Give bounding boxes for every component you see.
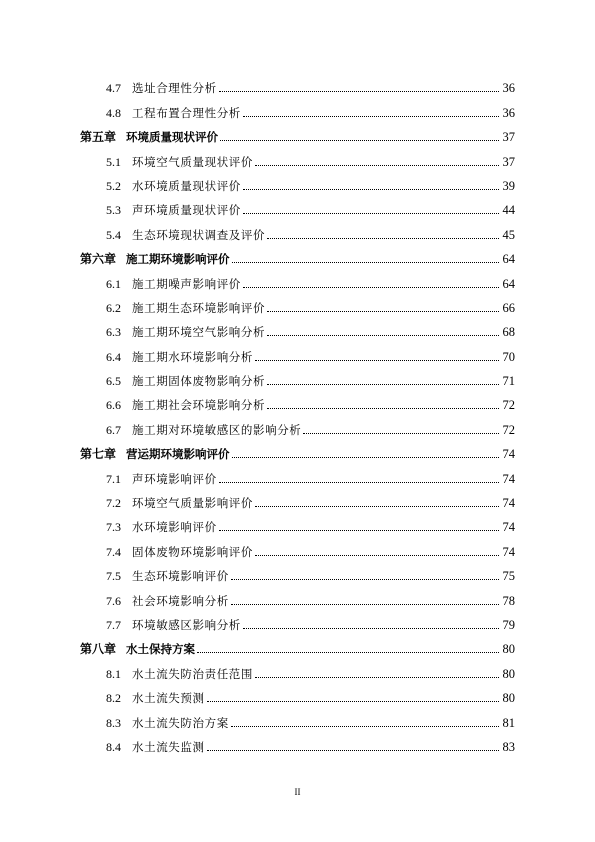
toc-section-entry[interactable] <box>106 340 515 364</box>
toc-section-entry[interactable] <box>106 706 515 730</box>
dot-leader <box>207 750 499 751</box>
toc-entry-title: 社会环境影响分析 <box>132 593 229 608</box>
toc-entry-title: 固体废物环境影响评价 <box>132 544 253 559</box>
toc-entry-number: 4.7 <box>106 81 121 96</box>
toc-entry-title: 水土流失预测 <box>132 691 205 706</box>
toc-section-entry[interactable] <box>106 657 515 681</box>
toc-entry-number: 8.1 <box>106 666 121 681</box>
toc-entry-page: 75 <box>502 569 515 584</box>
toc-section-entry[interactable] <box>106 731 515 755</box>
toc-entry-number: 第七章 <box>80 447 117 462</box>
toc-entry-title: 声环境影响评价 <box>132 471 217 486</box>
toc-entry-page: 66 <box>502 300 515 315</box>
toc-entry-page: 36 <box>502 81 515 96</box>
toc-section-entry[interactable] <box>106 560 515 584</box>
toc-entry-number: 7.1 <box>106 471 121 486</box>
toc-entry-number: 第八章 <box>80 642 117 657</box>
toc-entry-page: 78 <box>502 593 515 608</box>
toc-section-entry[interactable] <box>106 584 515 608</box>
toc-chapter-entry[interactable] <box>80 243 515 267</box>
dot-leader <box>207 701 499 702</box>
toc-section-entry[interactable] <box>106 316 515 340</box>
toc-entry-number: 6.3 <box>106 325 121 340</box>
toc-section-entry[interactable] <box>106 413 515 437</box>
toc-section-entry[interactable] <box>106 511 515 535</box>
toc-entry-number: 6.1 <box>106 276 121 291</box>
toc-entry-title: 工程布置合理性分析 <box>132 105 241 120</box>
toc-entry-number: 第六章 <box>80 252 117 267</box>
dot-leader <box>197 652 499 653</box>
toc-entry-number: 6.6 <box>106 398 121 413</box>
toc-entry-title: 施工期固体废物影响分析 <box>132 374 266 389</box>
toc-entry-number: 4.8 <box>106 105 121 120</box>
toc-entry-page: 80 <box>502 666 515 681</box>
toc-entry-page: 79 <box>502 617 515 632</box>
toc-entry-title: 水环境影响评价 <box>132 520 217 535</box>
toc-entry-number: 第五章 <box>80 130 117 145</box>
toc-entry-number: 5.1 <box>106 154 121 169</box>
toc-entry-title: 水土流失防治责任范围 <box>132 666 253 681</box>
dot-leader <box>219 482 499 483</box>
toc-section-entry[interactable] <box>106 96 515 120</box>
toc-entry-title: 水土流失防治方案 <box>132 715 229 730</box>
toc-section-entry[interactable] <box>106 487 515 511</box>
toc-entry-page: 72 <box>502 398 515 413</box>
dot-leader <box>231 726 499 727</box>
toc-entry-number: 6.5 <box>106 374 121 389</box>
toc-chapter-entry[interactable] <box>80 121 515 145</box>
toc-entry-title: 生态环境现状调查及评价 <box>132 227 266 242</box>
toc-entry-number: 7.4 <box>106 544 121 559</box>
toc-section-entry[interactable] <box>106 72 515 96</box>
toc-entry-title: 环境空气质量现状评价 <box>132 154 253 169</box>
toc-entry-page: 74 <box>502 544 515 559</box>
toc-entry-page: 37 <box>502 154 515 169</box>
dot-leader <box>219 91 499 92</box>
toc-section-entry[interactable] <box>106 267 515 291</box>
dot-leader <box>232 457 499 458</box>
dot-leader <box>231 579 499 580</box>
dot-leader <box>243 116 499 117</box>
toc-section-entry[interactable] <box>106 145 515 169</box>
toc-entry-page: 39 <box>502 178 515 193</box>
toc-entry-title: 施工期环境空气影响分析 <box>132 325 266 340</box>
toc-entry-page: 80 <box>502 642 515 657</box>
toc-section-entry[interactable] <box>106 292 515 316</box>
toc-chapter-entry[interactable] <box>80 633 515 657</box>
toc-entry-number: 6.7 <box>106 422 121 437</box>
toc-entry-number: 5.4 <box>106 227 121 242</box>
toc-entry-title: 选址合理性分析 <box>132 81 217 96</box>
toc-entry-number: 5.2 <box>106 178 121 193</box>
dot-leader <box>232 262 499 263</box>
toc-entry-title: 施工期水环境影响分析 <box>132 349 253 364</box>
dot-leader <box>231 604 499 605</box>
toc-entry-title: 环境敏感区影响分析 <box>132 617 241 632</box>
toc-entry-page: 64 <box>502 276 515 291</box>
toc-entry-number: 7.2 <box>106 496 121 511</box>
dot-leader <box>303 433 499 434</box>
toc-entry-page: 81 <box>502 715 515 730</box>
dot-leader <box>255 677 499 678</box>
toc-entry-title: 水土保持方案 <box>126 642 196 657</box>
toc-section-entry[interactable] <box>106 389 515 413</box>
toc-entry-number: 7.7 <box>106 617 121 632</box>
dot-leader <box>267 408 499 409</box>
toc-entry-title: 施工期对环境敏感区的影响分析 <box>132 422 302 437</box>
toc-entry-title: 生态环境影响评价 <box>132 569 229 584</box>
toc-entry-page: 68 <box>502 325 515 340</box>
toc-entry-title: 环境空气质量影响评价 <box>132 496 253 511</box>
dot-leader <box>267 335 499 336</box>
toc-entry-number: 6.4 <box>106 349 121 364</box>
toc-entry-page: 74 <box>502 496 515 511</box>
toc-entry-page: 71 <box>502 374 515 389</box>
toc-entry-title: 施工期生态环境影响评价 <box>132 300 266 315</box>
dot-leader <box>243 213 499 214</box>
toc-entry-title: 施工期环境影响评价 <box>126 252 230 267</box>
dot-leader <box>243 628 499 629</box>
toc-entry-page: 83 <box>502 739 515 754</box>
toc-section-entry[interactable] <box>106 194 515 218</box>
dot-leader <box>243 189 499 190</box>
toc-entry-page: 64 <box>502 252 515 267</box>
toc-entry-title: 施工期噪声影响评价 <box>132 276 241 291</box>
toc-section-entry[interactable] <box>106 365 515 389</box>
toc-entry-page: 37 <box>502 130 515 145</box>
toc-section-entry[interactable] <box>106 535 515 559</box>
toc-entry-page: 44 <box>502 203 515 218</box>
dot-leader <box>243 287 499 288</box>
toc-entry-page: 74 <box>502 520 515 535</box>
toc-entry-number: 7.5 <box>106 569 121 584</box>
toc-section-entry[interactable] <box>106 462 515 486</box>
toc-entry-page: 36 <box>502 105 515 120</box>
toc-entry-page: 72 <box>502 422 515 437</box>
toc-entry-number: 7.6 <box>106 593 121 608</box>
dot-leader <box>267 238 499 239</box>
toc-entry-title: 环境质量现状评价 <box>126 130 219 145</box>
toc-entry-title: 水土流失监测 <box>132 739 205 754</box>
dot-leader <box>267 384 499 385</box>
toc-entry-page: 74 <box>502 447 515 462</box>
toc-entry-title: 声环境质量现状评价 <box>132 203 241 218</box>
toc-entry-page: 80 <box>502 691 515 706</box>
dot-leader <box>255 360 499 361</box>
toc-entry-page: 74 <box>502 471 515 486</box>
dot-leader <box>255 555 499 556</box>
toc-entry-number: 5.3 <box>106 203 121 218</box>
table-of-contents <box>0 72 595 755</box>
toc-entry-page: 45 <box>502 227 515 242</box>
toc-entry-number: 7.3 <box>106 520 121 535</box>
toc-entry-title: 营运期环境影响评价 <box>126 447 230 462</box>
toc-entry-number: 6.2 <box>106 300 121 315</box>
dot-leader <box>255 506 499 507</box>
dot-leader <box>219 530 499 531</box>
toc-entry-number: 8.2 <box>106 691 121 706</box>
page-number: II <box>294 787 301 797</box>
dot-leader <box>255 165 499 166</box>
toc-entry-page: 70 <box>502 349 515 364</box>
toc-entry-number: 8.4 <box>106 739 121 754</box>
toc-section-entry[interactable] <box>106 609 515 633</box>
dot-leader <box>267 311 499 312</box>
dot-leader <box>220 140 499 141</box>
toc-entry-title: 水环境质量现状评价 <box>132 178 241 193</box>
toc-section-entry[interactable] <box>106 218 515 242</box>
toc-chapter-entry[interactable] <box>80 438 515 462</box>
toc-entry-title: 施工期社会环境影响分析 <box>132 398 266 413</box>
toc-section-entry[interactable] <box>106 682 515 706</box>
toc-section-entry[interactable] <box>106 170 515 194</box>
toc-entry-number: 8.3 <box>106 715 121 730</box>
